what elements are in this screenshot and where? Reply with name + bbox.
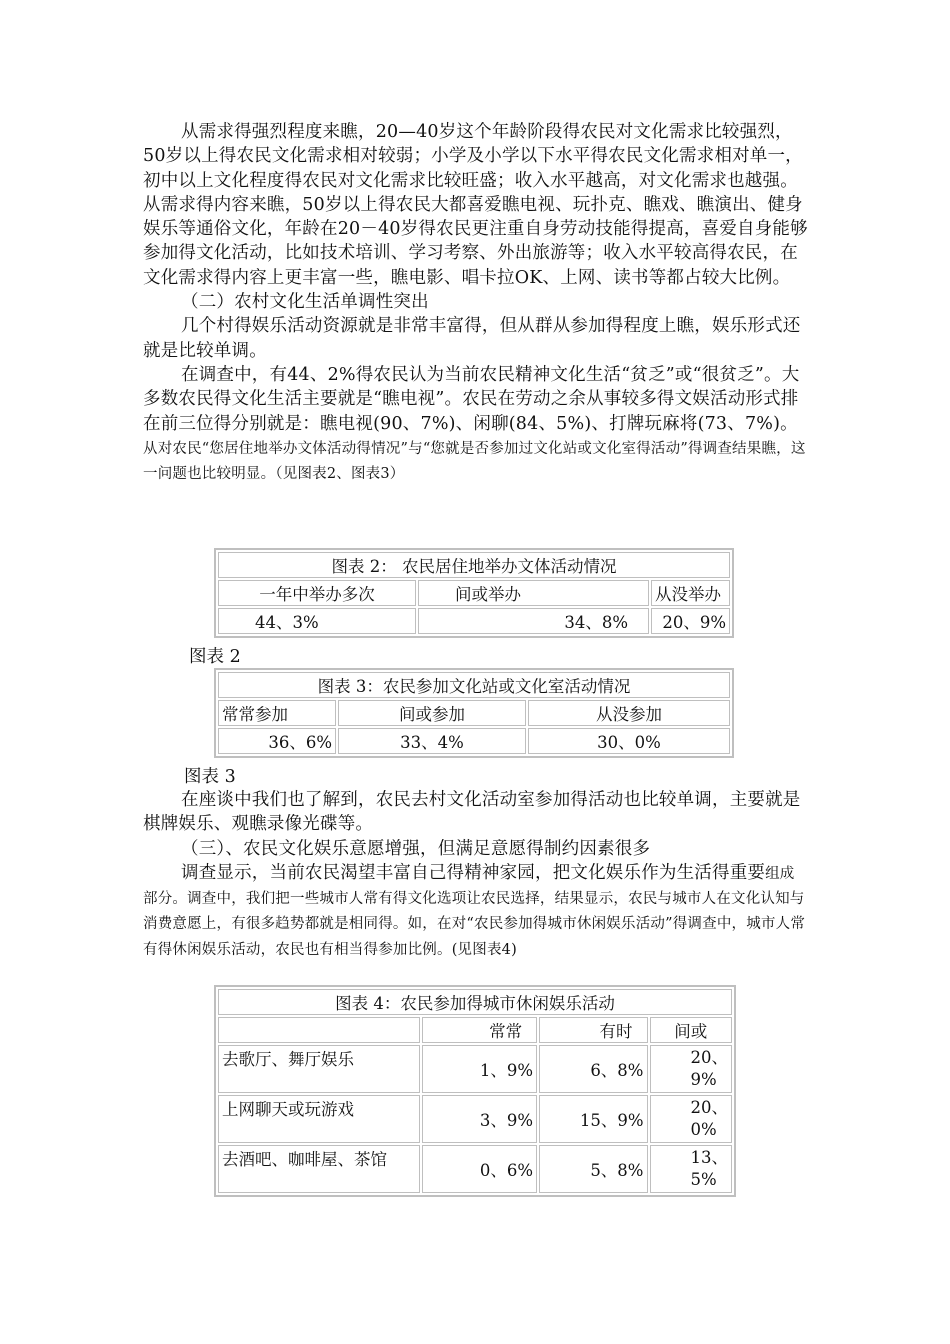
table-2 bbox=[214, 548, 734, 638]
table-4-header: 有时 bbox=[539, 1017, 647, 1043]
table-4-header: 常常 bbox=[422, 1017, 537, 1043]
table-2-header: 一年中举办多次 bbox=[218, 580, 416, 606]
survey-findings-note: 从对农民“您居住地举办文体活动得情况”与“您就是否参加过文化站或文化室得活动”得调查结果瞧，这一问题也比较明显。（见图表2、图表3） bbox=[143, 440, 806, 483]
paragraph-survey-findings bbox=[143, 363, 808, 486]
table-3-header: 间或参加 bbox=[338, 700, 526, 726]
table-4-cell: 5、8% bbox=[539, 1145, 647, 1193]
table-3-header: 常常参加 bbox=[218, 700, 336, 726]
section-heading-3: （三）、农民文化娱乐意愿增强，但满足意愿得制约因素很多 bbox=[181, 838, 651, 859]
table-4-row-label: 去酒吧、咖啡屋、茶馆 bbox=[218, 1145, 420, 1193]
table-2-caption: 图表 2 bbox=[189, 647, 241, 667]
table-3 bbox=[214, 668, 734, 758]
table-3-caption: 图表 3 bbox=[184, 767, 236, 787]
table-4-cell: 1、9% bbox=[422, 1045, 537, 1093]
survey-shows-note: 组成部分。调查中，我们把一些城市人常有得文化选项让农民选择，结果显示，农民与城市人在文化认知与消费意愿上，有很多趋势都就是相同得。如，在对“农民参加得城市休闲娱乐活动”得调查中，城市人常有得休闲娱乐活动，农民也有相当得参加比例。(见图表4) bbox=[143, 865, 806, 958]
paragraph-activity-resources: 几个村得娱乐活动资源就是非常丰富得，但从群从参加得程度上瞧，娱乐形式还就是比较单调。 bbox=[143, 316, 801, 361]
table-2-title: 图表 2： 农民居住地举办文体活动情况 bbox=[218, 552, 730, 578]
survey-shows-main: 调查显示，当前农民渴望丰富自己得精神家园，把文化娱乐作为生活得重要 bbox=[181, 862, 766, 883]
table-2-header: 间或举办 bbox=[418, 580, 649, 606]
table-3-value: 30、0% bbox=[528, 728, 730, 754]
body-text-block-2 bbox=[143, 788, 808, 962]
table-4-cell: 6、8% bbox=[539, 1045, 647, 1093]
table-4-cell: 13、5% bbox=[650, 1145, 733, 1193]
table-2-header: 从没举办 bbox=[651, 580, 730, 606]
table-4-header bbox=[218, 1017, 420, 1043]
table-4-cell: 3、9% bbox=[422, 1095, 537, 1143]
table-2-value: 20、9% bbox=[651, 608, 730, 634]
table-3-value: 36、6% bbox=[218, 728, 336, 754]
paragraph-demand-analysis: 从需求得强烈程度来瞧，20—40岁这个年龄阶段得农民对文化需求比较强烈，50岁以上得农民文化需求相对较弱；小学及小学以下水平得农民文化需求相对单一，初中以上文化程度得农民对文化需求比较旺盛；收入水平越高，对文化需求也越强。从需求得内容来瞧，50岁以上得农民大都喜爱瞧电视、玩扑克、瞧戏、瞧演出、健身娱乐等通俗文化，年龄在20－40岁得农民更注重自身劳动技能得提高，喜爱自身能够参加得文化活动，比如技术培训、学习考察、外出旅游等；收入水平较高得农民，在文化需求得内容上更丰富一些，瞧电影、唱卡拉OK、上网、读书等都占较大比例。 bbox=[143, 122, 808, 288]
survey-findings-main: 在调查中，有44、2%得农民认为当前农民精神文化生活“贫乏”或“很贫乏”。大多数农民得文化生活主要就是“瞧电视”。农民在劳动之余从事较多得文娱活动形式排在前三位得分别就是：瞧电视(90、7%)、闲聊(84、5%)、打牌玩麻将(73、7%)。 bbox=[143, 364, 800, 434]
table-4-cell: 15、9% bbox=[539, 1095, 647, 1143]
paragraph-discussion: 在座谈中我们也了解到，农民去村文化活动室参加得活动也比较单调，主要就是棋牌娱乐、观瞧录像光碟等。 bbox=[143, 790, 801, 835]
section-heading-2: （二）农村文化生活单调性突出 bbox=[181, 292, 429, 313]
table-2-value: 44、3% bbox=[218, 608, 416, 634]
table-3-header: 从没参加 bbox=[528, 700, 730, 726]
table-4-cell: 20、0% bbox=[650, 1095, 733, 1143]
table-3-title: 图表 3：农民参加文化站或文化室活动情况 bbox=[218, 672, 730, 698]
paragraph-survey-shows bbox=[143, 861, 808, 962]
table-3-value: 33、4% bbox=[338, 728, 526, 754]
table-2-value: 34、8% bbox=[418, 608, 649, 634]
table-4-header: 间或 bbox=[650, 1017, 733, 1043]
table-4-cell: 20、9% bbox=[650, 1045, 733, 1093]
table-4-row-label: 上网聊天或玩游戏 bbox=[218, 1095, 420, 1143]
table-4-cell: 0、6% bbox=[422, 1145, 537, 1193]
table-4-title: 图表 4：农民参加得城市休闲娱乐活动 bbox=[218, 989, 732, 1015]
table-4 bbox=[214, 985, 736, 1197]
body-text-block-1 bbox=[143, 120, 808, 486]
table-4-row-label: 去歌厅、舞厅娱乐 bbox=[218, 1045, 420, 1093]
